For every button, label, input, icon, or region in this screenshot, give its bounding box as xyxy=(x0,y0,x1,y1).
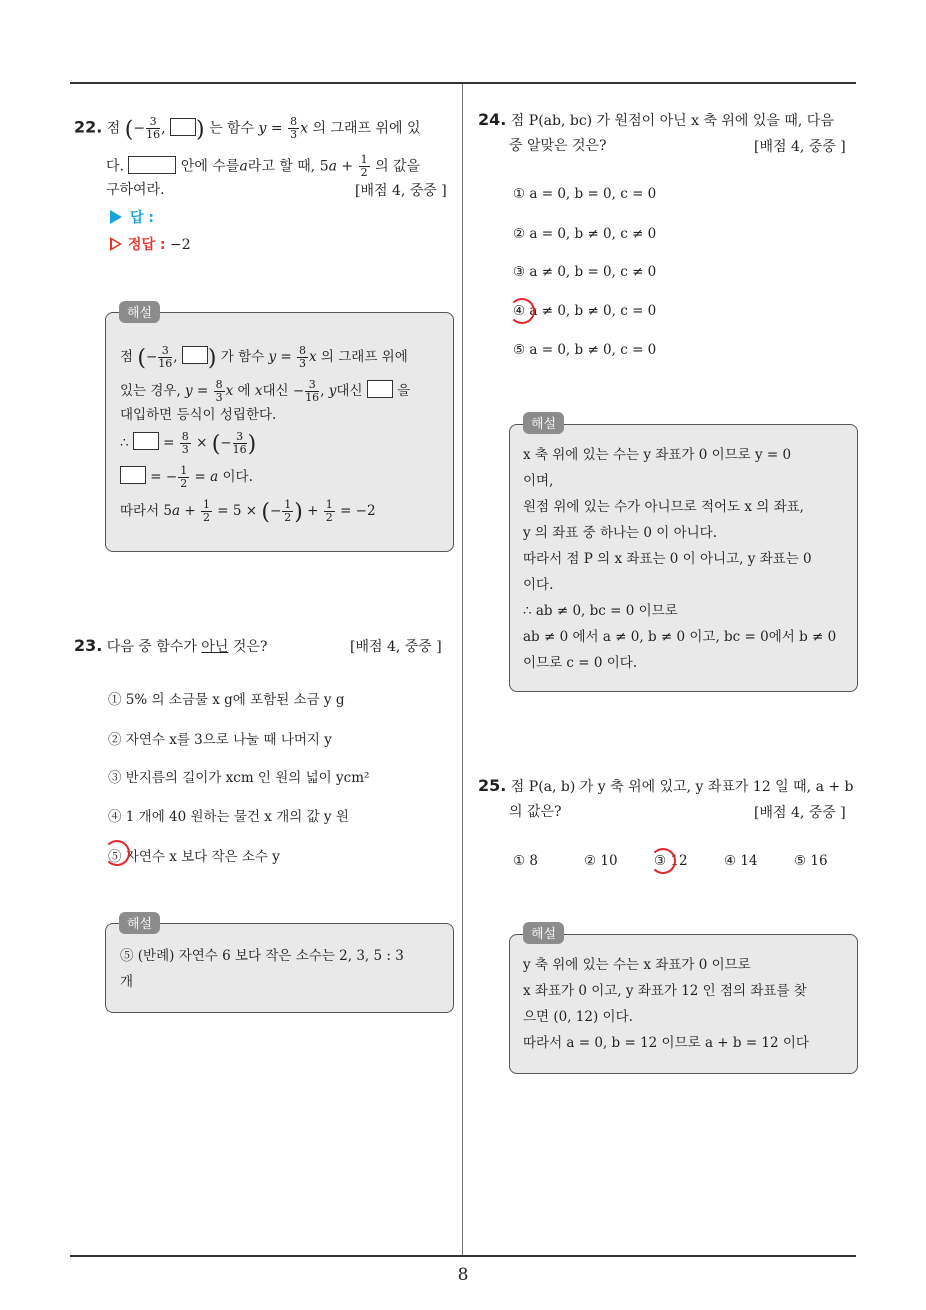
blank-box xyxy=(367,380,393,398)
choice-4[interactable]: ④ a ≠ 0, b ≠ 0, c = 0 xyxy=(513,303,657,319)
text: 에 xyxy=(237,383,251,399)
paren: ( xyxy=(124,117,134,143)
outline-triangle-icon xyxy=(110,237,122,251)
text: 점 P(ab, bc) 가 원점이 아닌 x 축 위에 있을 때, 다음 xyxy=(510,113,834,129)
selected-answer-circle xyxy=(509,298,535,324)
q24-meta: [배점 4, 중중 ] xyxy=(754,139,846,155)
text: 는 함수 xyxy=(209,120,255,137)
correct-answer-row xyxy=(110,235,191,255)
text: 의 값을 xyxy=(375,158,421,175)
question-number: 23. xyxy=(74,636,103,655)
q22-meta: [배점 4, 중중 ] xyxy=(355,183,447,199)
text: 따라서 xyxy=(120,503,160,519)
q25-line1 xyxy=(478,776,854,797)
q22-line2: 다. 안에 수를a라고 할 때, 5a + $\frac{1}{2}$ 의 값을 xyxy=(106,153,421,179)
blank-box xyxy=(120,466,146,484)
choice-4[interactable]: ④ 14 xyxy=(724,853,758,869)
text: 안에 수를 xyxy=(180,158,240,175)
text: 점 P(a, b) 가 y 축 위에 있고, y 좌표가 12 일 때, a + b xyxy=(510,779,854,795)
text: 을 xyxy=(397,383,411,399)
sol-line: 점 (− $\frac{3}{16}$ , ) 가 함수 y = $\frac{8}{3}$ x 의 그래프 위에 xyxy=(120,344,408,371)
text: 이다. xyxy=(222,469,253,485)
sol-line: 대입하면 등식이 성립한다. xyxy=(120,407,277,423)
answer-label: 답 : xyxy=(130,210,154,226)
bottom-rule xyxy=(70,1255,856,1257)
sol-line: 원점 위에 있는 수가 아니므로 적어도 x 의 좌표, xyxy=(523,499,804,515)
q24-line1 xyxy=(478,110,834,131)
choice-5[interactable]: ⑤ 16 xyxy=(794,853,828,869)
sol-line: 이며, xyxy=(523,473,554,489)
choice-1[interactable]: ① 5% 의 소금물 x g에 포함된 소금 y g xyxy=(108,692,345,708)
choice-3[interactable]: ③ 반지름의 길이가 xcm 인 원의 넓이 ycm² xyxy=(108,770,370,786)
paren: ) xyxy=(196,117,205,143)
text: 대신 xyxy=(262,383,289,399)
sol-line: 따라서 a = 0, b = 12 이므로 a + b = 12 이다 xyxy=(523,1035,809,1051)
question-number: 25. xyxy=(478,776,507,795)
sol-line: y 의 좌표 중 하나는 0 이 아니다. xyxy=(523,525,717,541)
solution-box xyxy=(105,312,454,552)
choice-4[interactable]: ④ 1 개에 40 원하는 물건 x 개의 값 y 원 xyxy=(108,809,349,825)
choice-2[interactable]: ② 자연수 x를 3으로 나눌 때 나머지 y xyxy=(108,732,332,748)
sol-line: ∴ = $\frac{8}{3}$ × (− $\frac{3}{16}$ ) xyxy=(120,430,257,457)
choice-3[interactable]: ③ 12 xyxy=(654,853,688,869)
selected-answer-circle xyxy=(650,848,676,874)
choice-3[interactable]: ③ a ≠ 0, b = 0, c ≠ 0 xyxy=(513,264,657,280)
page-number: 8 xyxy=(457,1265,469,1285)
blank-box xyxy=(170,118,196,136)
q23-line1 xyxy=(74,636,267,657)
correct-value: −2 xyxy=(169,237,191,253)
q23-meta: [배점 4, 중중 ] xyxy=(350,639,442,655)
fraction: $\frac{1}{2}$ xyxy=(360,153,368,179)
sol-line: 이므로 c = 0 이다. xyxy=(523,655,638,671)
selected-answer-circle xyxy=(104,840,130,866)
sol-line: x 축 위에 있는 수는 y 좌표가 0 이므로 y = 0 xyxy=(523,447,792,463)
solution-tag: 해설 xyxy=(523,922,564,944)
text: 있는 경우, xyxy=(120,383,181,399)
text: 다음 중 함수가 xyxy=(106,639,197,655)
q25-meta: [배점 4, 중중 ] xyxy=(754,805,846,821)
solution-tag: 해설 xyxy=(119,301,160,323)
sol-line: 있는 경우, y = $\frac{8}{3}$ x 에 x대신 − $\frac{3}{16}$ , y대신 을 xyxy=(120,378,411,404)
solution-box xyxy=(105,923,454,1013)
solution-box xyxy=(509,424,858,692)
sol-line: 이다. xyxy=(523,577,554,593)
sol-line: = − $\frac{1}{2}$ = a 이다. xyxy=(120,465,253,490)
sol-line: 으면 (0, 12) 이다. xyxy=(523,1009,633,1025)
text: 라고 할 때, xyxy=(247,158,316,175)
text: 점 xyxy=(106,120,121,137)
sol-line: ab ≠ 0 에서 a ≠ 0, b ≠ 0 이고, bc = 0에서 b ≠ 0 xyxy=(523,629,837,645)
sol-line: 따라서 5a + $\frac{1}{2}$ = 5 × (− $\frac{1}{2}$ ) + $\frac{1}{2}$ = −2 xyxy=(120,498,376,525)
q22-line3: 구하여라. xyxy=(106,182,165,198)
choice-5[interactable]: ⑤ 자연수 x 보다 작은 소수 y xyxy=(108,849,280,865)
text: 대신 xyxy=(336,383,363,399)
text: 의 그래프 위에 있 xyxy=(312,120,421,137)
column-divider xyxy=(462,84,463,1256)
answer-row xyxy=(110,208,154,228)
question-number: 24. xyxy=(478,110,507,129)
choice-1[interactable]: ① 8 xyxy=(513,853,538,869)
solution-tag: 해설 xyxy=(523,412,564,434)
top-rule xyxy=(70,82,856,84)
fraction: $\frac{3}{16}$ xyxy=(146,115,161,141)
choice-2[interactable]: ② a = 0, b ≠ 0, c ≠ 0 xyxy=(513,226,657,242)
text: 점 xyxy=(120,349,134,365)
sol-line: ⑤ (반례) 자연수 6 보다 작은 소수는 2, 3, 5 : 3 xyxy=(120,948,404,964)
correct-label: 정답 : xyxy=(128,237,166,253)
choice-2[interactable]: ② 10 xyxy=(584,853,618,869)
text: = −2 xyxy=(340,503,376,519)
choice-1[interactable]: ① a = 0, b = 0, c = 0 xyxy=(513,186,657,202)
sol-line: 개 xyxy=(120,974,134,990)
play-icon xyxy=(110,210,122,224)
text: ∴ xyxy=(120,435,129,451)
text: 것은? xyxy=(232,639,268,655)
solution-tag: 해설 xyxy=(119,912,160,934)
fraction: $\frac{8}{3}$ xyxy=(290,115,298,141)
sol-line: y 축 위에 있는 수는 x 좌표가 0 이므로 xyxy=(523,957,751,973)
q22-line1: 22. 점 (− $\frac{3}{16}$ , ) 는 함수 y = $\frac{8}{3}$ x 의 그래프 위에 있 xyxy=(74,115,421,143)
sol-line: 따라서 점 P 의 x 좌표는 0 이 아니고, y 좌표는 0 xyxy=(523,551,812,567)
q24-line2: 중 알맞은 것은? xyxy=(509,138,607,154)
blank-box xyxy=(182,346,208,364)
sol-line: ∴ ab ≠ 0, bc = 0 이므로 xyxy=(523,603,678,619)
blank-box xyxy=(133,432,159,450)
question-number: 22. xyxy=(74,117,103,137)
text: 다. xyxy=(106,158,124,175)
text: 가 함수 xyxy=(220,349,265,365)
blank-box xyxy=(128,156,176,174)
choice-5[interactable]: ⑤ a = 0, b ≠ 0, c = 0 xyxy=(513,342,657,358)
sol-line: x 좌표가 0 이고, y 좌표가 12 인 점의 좌표를 찾 xyxy=(523,983,807,999)
text: 의 그래프 위에 xyxy=(320,349,408,365)
underlined-text: 아닌 xyxy=(201,639,229,655)
q25-line2: 의 값은? xyxy=(509,804,562,820)
solution-box xyxy=(509,934,858,1074)
